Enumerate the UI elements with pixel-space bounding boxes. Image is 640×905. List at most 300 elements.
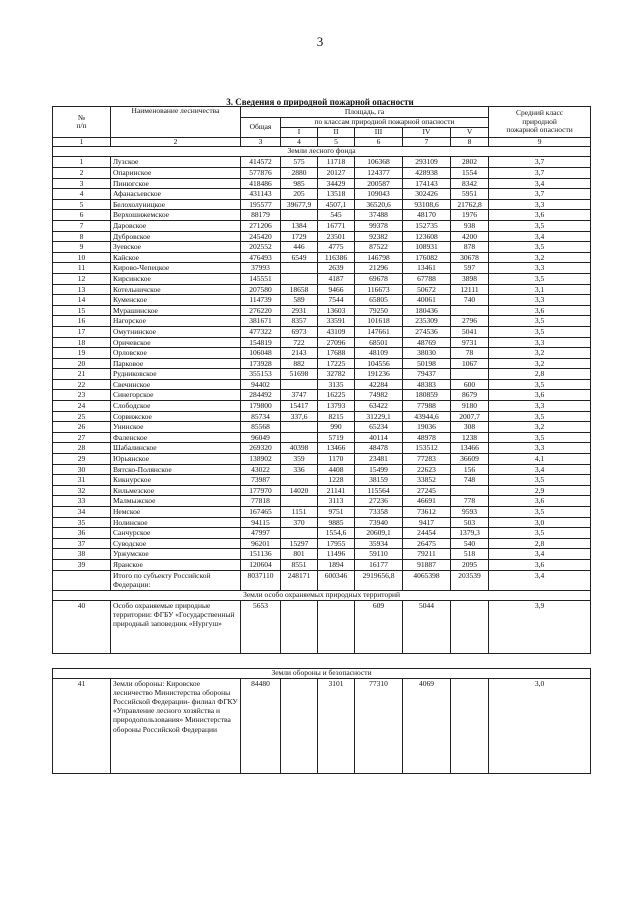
cell-value: 40061 — [403, 295, 451, 306]
cell-value: 518 — [451, 549, 489, 560]
cell-value: 503 — [451, 517, 489, 528]
row-number: 6 — [53, 210, 111, 221]
cell-value: 609 — [355, 600, 403, 653]
cell-value: 2095 — [451, 559, 489, 570]
cell-value: 577876 — [241, 168, 281, 179]
section-defense: Земли обороны и безопасности — [53, 668, 591, 678]
cell-value: 575 — [281, 157, 318, 168]
cell-value: 115564 — [355, 485, 403, 496]
cell-value: 1894 — [318, 559, 355, 570]
table-row — [53, 358, 591, 369]
cell-value: 154819 — [241, 337, 281, 348]
forestry-name: Дубровское — [111, 231, 241, 242]
cell-value: 545 — [318, 210, 355, 221]
cell-value: 152735 — [403, 220, 451, 231]
forestry-name: Унинское — [111, 422, 241, 433]
cell-value: 878 — [451, 242, 489, 253]
cell-value: 5951 — [451, 189, 489, 200]
header-avg-class: Средний класс природной пожарной опасности — [489, 107, 591, 138]
row-number: 30 — [53, 464, 111, 475]
cell-value: 77818 — [241, 496, 281, 507]
cell-value: 740 — [451, 295, 489, 306]
table-row — [53, 379, 591, 390]
cell-value: 4775 — [318, 242, 355, 253]
cell-value: 65805 — [355, 295, 403, 306]
header-class: I — [281, 128, 318, 138]
cell-value: 2143 — [281, 348, 318, 359]
cell-value: 3,6 — [489, 559, 591, 570]
cell-value: 74982 — [355, 390, 403, 401]
cell-value: 19036 — [403, 422, 451, 433]
cell-value: 69678 — [355, 273, 403, 284]
cell-value: 3,4 — [489, 549, 591, 560]
column-number: 1 — [53, 138, 111, 147]
cell-value: 37488 — [355, 210, 403, 221]
cell-value: 96049 — [241, 432, 281, 443]
cell-value: 990 — [318, 422, 355, 433]
cell-value: 2007,7 — [451, 411, 489, 422]
forestry-name: Верхошижемское — [111, 210, 241, 221]
cell-value: 11496 — [318, 549, 355, 560]
cell-value: 3,7 — [489, 168, 591, 179]
cell-value: 176082 — [403, 252, 451, 263]
cell-value: 3,5 — [489, 379, 591, 390]
forestry-name: Котельничское — [111, 284, 241, 295]
cell-value: 8357 — [281, 316, 318, 327]
table-row — [53, 678, 591, 773]
table-row — [53, 348, 591, 359]
cell-value: 985 — [281, 178, 318, 189]
section-protected: Земли особо охраняемых природных территорий — [53, 590, 591, 600]
table-row — [53, 549, 591, 560]
cell-value: 26475 — [403, 538, 451, 549]
column-number: 2 — [111, 138, 241, 147]
cell-value: 9466 — [318, 284, 355, 295]
cell-value: 27236 — [355, 496, 403, 507]
cell-value: 21762,8 — [451, 199, 489, 210]
cell-value: 16225 — [318, 390, 355, 401]
cell-value: 15297 — [281, 538, 318, 549]
cell-value: 9593 — [451, 507, 489, 518]
forestry-name: Малмыжское — [111, 496, 241, 507]
cell-value: 3,5 — [489, 528, 591, 539]
forestry-name: Нагорское — [111, 316, 241, 327]
cell-value — [281, 422, 318, 433]
cell-value: 84480 — [241, 678, 281, 773]
cell-value: 274536 — [403, 326, 451, 337]
cell-value: 59110 — [355, 549, 403, 560]
cell-value: 3,5 — [489, 242, 591, 253]
cell-value: 3,4 — [489, 464, 591, 475]
cell-value: 3,5 — [489, 316, 591, 327]
cell-value: 33852 — [403, 475, 451, 486]
row-number: 34 — [53, 507, 111, 518]
cell-value: 7544 — [318, 295, 355, 306]
cell-value: 73940 — [355, 517, 403, 528]
cell-value: 31229,1 — [355, 411, 403, 422]
forestry-name: Кирово-Чепецкое — [111, 263, 241, 274]
cell-value: 43109 — [318, 326, 355, 337]
cell-value: 8342 — [451, 178, 489, 189]
row-number: 29 — [53, 454, 111, 465]
header-class: III — [355, 128, 403, 138]
table-row — [53, 242, 591, 253]
fire-hazard-table — [52, 106, 591, 774]
row-number: 9 — [53, 242, 111, 253]
cell-value: 180436 — [403, 305, 451, 316]
cell-value: 174143 — [403, 178, 451, 189]
cell-value: 36609 — [451, 454, 489, 465]
cell-value: 203539 — [451, 570, 489, 590]
cell-value: 123608 — [403, 231, 451, 242]
cell-value: 38159 — [355, 475, 403, 486]
forestry-name: Немское — [111, 507, 241, 518]
table-row — [53, 401, 591, 412]
row-number: 22 — [53, 379, 111, 390]
table-row — [53, 284, 591, 295]
cell-value: 284492 — [241, 390, 281, 401]
cell-value: 48769 — [403, 337, 451, 348]
cell-value: 65234 — [355, 422, 403, 433]
cell-value: 33591 — [318, 316, 355, 327]
cell-value: 1554 — [451, 168, 489, 179]
row-number: 11 — [53, 263, 111, 274]
cell-value: 3,0 — [489, 517, 591, 528]
cell-value: 101618 — [355, 316, 403, 327]
cell-value: 3,5 — [489, 475, 591, 486]
cell-value: 17225 — [318, 358, 355, 369]
cell-value: 5653 — [241, 600, 281, 653]
cell-value: 11718 — [318, 157, 355, 168]
cell-value: 79250 — [355, 305, 403, 316]
forestry-name: Белохолуницкое — [111, 199, 241, 210]
column-number: 8 — [451, 138, 489, 147]
forestry-name: Кайское — [111, 252, 241, 263]
column-number: 3 — [241, 138, 281, 147]
cell-value: 120604 — [241, 559, 281, 570]
cell-value: 179800 — [241, 401, 281, 412]
forestry-name: Суводское — [111, 538, 241, 549]
cell-value: 39677,9 — [281, 199, 318, 210]
table-row — [53, 326, 591, 337]
cell-value: 3,3 — [489, 263, 591, 274]
row-number: 33 — [53, 496, 111, 507]
cell-value: 15499 — [355, 464, 403, 475]
cell-value: 3,2 — [489, 348, 591, 359]
cell-value: 8551 — [281, 559, 318, 570]
cell-value: 23501 — [318, 231, 355, 242]
cell-value: 235309 — [403, 316, 451, 327]
row-number: 14 — [53, 295, 111, 306]
table-row — [53, 178, 591, 189]
cell-value: 145551 — [241, 273, 281, 284]
cell-value: 3,3 — [489, 337, 591, 348]
cell-value: 337,6 — [281, 411, 318, 422]
cell-value: 5044 — [403, 600, 451, 653]
forestry-name: Земли обороны: Кировское лесничество Министерства обороны Российской Федерации- филиал ФГКУ «Управление лесного хозяйства и природопользования» Министерства обороны Российской Федерации — [111, 678, 241, 773]
cell-value: 3,5 — [489, 220, 591, 231]
cell-value: 92382 — [355, 231, 403, 242]
forestry-name: Санчурское — [111, 528, 241, 539]
row-number: 37 — [53, 538, 111, 549]
table-row — [53, 273, 591, 284]
cell-value: 370 — [281, 517, 318, 528]
row-number: 31 — [53, 475, 111, 486]
cell-value: 3113 — [318, 496, 355, 507]
cell-value: 3,0 — [489, 678, 591, 773]
cell-value: 108931 — [403, 242, 451, 253]
cell-value: 882 — [281, 358, 318, 369]
row-number: 5 — [53, 199, 111, 210]
cell-value: 48170 — [403, 210, 451, 221]
cell-value: 21296 — [355, 263, 403, 274]
cell-value: 748 — [451, 475, 489, 486]
cell-value: 207580 — [241, 284, 281, 295]
cell-value: 15417 — [281, 401, 318, 412]
cell-value: 3135 — [318, 379, 355, 390]
table-row — [53, 454, 591, 465]
cell-value: 27096 — [318, 337, 355, 348]
forestry-name: Кирсинское — [111, 273, 241, 284]
forestry-name: Куменское — [111, 295, 241, 306]
table-row — [53, 220, 591, 231]
cell-value: 801 — [281, 549, 318, 560]
cell-value: 104556 — [355, 358, 403, 369]
cell-value: 43944,6 — [403, 411, 451, 422]
row-number: 25 — [53, 411, 111, 422]
row-number: 15 — [53, 305, 111, 316]
cell-value — [318, 600, 355, 653]
forestry-name: Шабалинское — [111, 443, 241, 454]
header-total: Общая — [241, 118, 281, 138]
cell-value: 51698 — [281, 369, 318, 380]
header-name: Наименование лесничества — [111, 107, 241, 138]
cell-value: 48478 — [355, 443, 403, 454]
row-number: 7 — [53, 220, 111, 231]
document-title: 3. Сведения о природной пожарной опасности — [226, 97, 414, 107]
table-row — [53, 464, 591, 475]
cell-value: 3898 — [451, 273, 489, 284]
cell-value: 1384 — [281, 220, 318, 231]
cell-value: 20127 — [318, 168, 355, 179]
cell-value: 476493 — [241, 252, 281, 263]
table-row — [53, 411, 591, 422]
forestry-name: Особо охраняемые природные территории: ФГБУ «Государственный природный заповедник «Нургуш» — [111, 600, 241, 653]
cell-value: 1379,3 — [451, 528, 489, 539]
row-number: 19 — [53, 348, 111, 359]
forestry-name: Свечинское — [111, 379, 241, 390]
cell-value: 40398 — [281, 443, 318, 454]
row-number: 16 — [53, 316, 111, 327]
cell-value: 36520,6 — [355, 199, 403, 210]
cell-value: 151136 — [241, 549, 281, 560]
header-num: № п/п — [53, 107, 111, 138]
cell-value: 3101 — [318, 678, 355, 773]
forestry-name: Яранское — [111, 559, 241, 570]
row-number: 32 — [53, 485, 111, 496]
cell-value: 2,9 — [489, 485, 591, 496]
column-number: 6 — [355, 138, 403, 147]
column-number: 7 — [403, 138, 451, 147]
cell-value: 167465 — [241, 507, 281, 518]
cell-value: 63422 — [355, 401, 403, 412]
row-number: 17 — [53, 326, 111, 337]
spacer — [53, 653, 591, 668]
table-row — [53, 528, 591, 539]
forestry-name: Итого по субъекту Российской Федерации: — [111, 570, 241, 590]
cell-value: 99378 — [355, 220, 403, 231]
table-row — [53, 231, 591, 242]
table-row — [53, 507, 591, 518]
column-number: 4 — [281, 138, 318, 147]
cell-value: 3,3 — [489, 295, 591, 306]
cell-value: 722 — [281, 337, 318, 348]
cell-value — [281, 432, 318, 443]
cell-value: 156 — [451, 464, 489, 475]
cell-value: 114739 — [241, 295, 281, 306]
table-row — [53, 337, 591, 348]
table-row — [53, 422, 591, 433]
header-class: IV — [403, 128, 451, 138]
cell-value: 195577 — [241, 199, 281, 210]
table-row — [53, 210, 591, 221]
row-number: 3 — [53, 178, 111, 189]
cell-value — [281, 600, 318, 653]
table-row — [53, 475, 591, 486]
table-row — [53, 369, 591, 380]
cell-value: 147661 — [355, 326, 403, 337]
table-row — [53, 305, 591, 316]
cell-value: 1729 — [281, 231, 318, 242]
cell-value: 79437 — [403, 369, 451, 380]
table-row — [53, 252, 591, 263]
cell-value: 302426 — [403, 189, 451, 200]
cell-value: 180859 — [403, 390, 451, 401]
row-number: 36 — [53, 528, 111, 539]
cell-value — [451, 369, 489, 380]
cell-value: 3,5 — [489, 432, 591, 443]
cell-value: 34429 — [318, 178, 355, 189]
cell-value — [281, 475, 318, 486]
cell-value: 6973 — [281, 326, 318, 337]
cell-value: 85734 — [241, 411, 281, 422]
cell-value — [451, 485, 489, 496]
cell-value: 3,9 — [489, 600, 591, 653]
cell-value: 269320 — [241, 443, 281, 454]
cell-value: 13518 — [318, 189, 355, 200]
forestry-name: Оричевское — [111, 337, 241, 348]
cell-value: 778 — [451, 496, 489, 507]
cell-value: 414572 — [241, 157, 281, 168]
cell-value: 153512 — [403, 443, 451, 454]
cell-value: 1554,6 — [318, 528, 355, 539]
cell-value: 200587 — [355, 178, 403, 189]
cell-value: 9731 — [451, 337, 489, 348]
cell-value: 3,2 — [489, 358, 591, 369]
cell-value: 85568 — [241, 422, 281, 433]
row-number: 8 — [53, 231, 111, 242]
cell-value: 23481 — [355, 454, 403, 465]
cell-value: 1976 — [451, 210, 489, 221]
forestry-name: Нолинское — [111, 517, 241, 528]
cell-value: 600 — [451, 379, 489, 390]
cell-value: 597 — [451, 263, 489, 274]
table-row — [53, 600, 591, 653]
cell-value: 73612 — [403, 507, 451, 518]
table-row — [53, 559, 591, 570]
row-number: 28 — [53, 443, 111, 454]
row-number: 2 — [53, 168, 111, 179]
table-row — [53, 538, 591, 549]
row-number: 10 — [53, 252, 111, 263]
cell-value: 109043 — [355, 189, 403, 200]
cell-value: 3,4 — [489, 231, 591, 242]
cell-value: 13793 — [318, 401, 355, 412]
forestry-name: Уржумское — [111, 549, 241, 560]
cell-value: 1228 — [318, 475, 355, 486]
forestry-name: Юрьянское — [111, 454, 241, 465]
row-number: 40 — [53, 600, 111, 653]
column-number: 5 — [318, 138, 355, 147]
cell-value: 13603 — [318, 305, 355, 316]
cell-value: 18658 — [281, 284, 318, 295]
cell-value: 4200 — [451, 231, 489, 242]
cell-value: 27245 — [403, 485, 451, 496]
cell-value: 42284 — [355, 379, 403, 390]
cell-value — [281, 379, 318, 390]
cell-value: 3,5 — [489, 411, 591, 422]
cell-value: 4507,1 — [318, 199, 355, 210]
table-row — [53, 263, 591, 274]
cell-value: 2796 — [451, 316, 489, 327]
cell-value: 600346 — [318, 570, 355, 590]
cell-value: 13466 — [451, 443, 489, 454]
cell-value: 431143 — [241, 189, 281, 200]
cell-value: 94115 — [241, 517, 281, 528]
cell-value: 93108,6 — [403, 199, 451, 210]
cell-value: 355153 — [241, 369, 281, 380]
forestry-name: Лузское — [111, 157, 241, 168]
cell-value: 589 — [281, 295, 318, 306]
cell-value: 1151 — [281, 507, 318, 518]
forestry-name: Даровское — [111, 220, 241, 231]
cell-value: 12111 — [451, 284, 489, 295]
cell-value: 336 — [281, 464, 318, 475]
table-row — [53, 517, 591, 528]
cell-value: 173928 — [241, 358, 281, 369]
table-row — [53, 157, 591, 168]
cell-value: 1170 — [318, 454, 355, 465]
forestry-name: Зуевское — [111, 242, 241, 253]
header-by-classes: по классам природной пожарной опасности — [281, 118, 489, 128]
cell-value: 48109 — [355, 348, 403, 359]
row-number: 13 — [53, 284, 111, 295]
cell-value: 3,4 — [489, 178, 591, 189]
cell-value: 2,8 — [489, 538, 591, 549]
cell-value: 91887 — [403, 559, 451, 570]
cell-value: 3,5 — [489, 273, 591, 284]
table-row — [53, 390, 591, 401]
cell-value: 3,3 — [489, 401, 591, 412]
cell-value: 540 — [451, 538, 489, 549]
cell-value — [281, 528, 318, 539]
cell-value: 6549 — [281, 252, 318, 263]
row-number: 35 — [53, 517, 111, 528]
cell-value: 2,8 — [489, 369, 591, 380]
cell-value: 3,6 — [489, 390, 591, 401]
cell-value: 9417 — [403, 517, 451, 528]
cell-value — [281, 496, 318, 507]
